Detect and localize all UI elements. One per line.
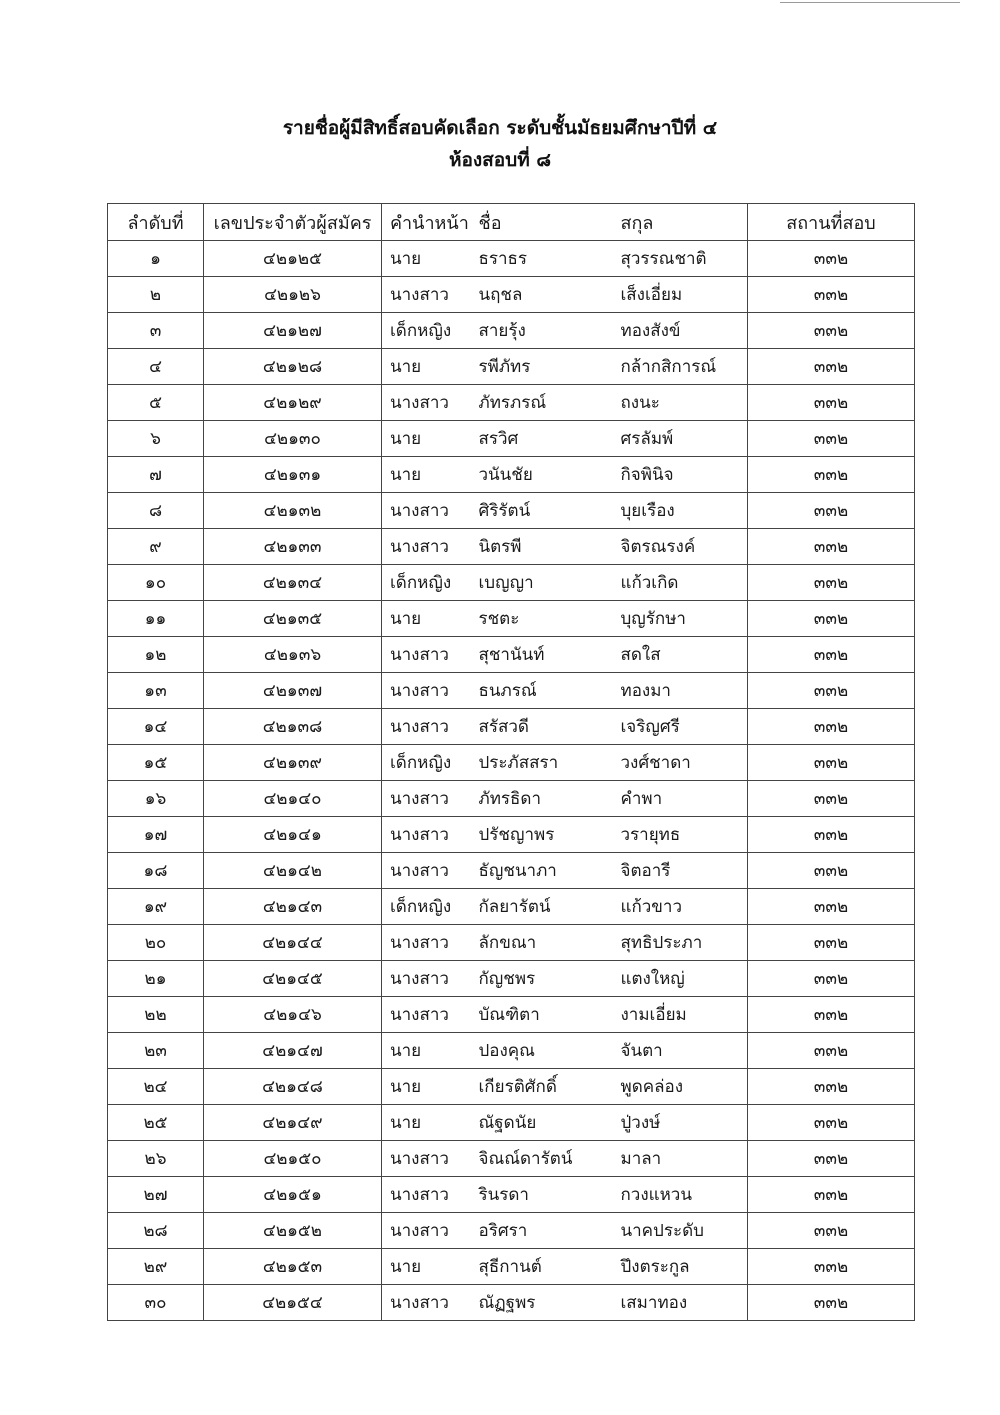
cell-applicant-id: ๔๒๑๓๕ xyxy=(204,601,382,637)
cell-no: ๑๗ xyxy=(108,817,204,853)
title-line-1: รายชื่อผู้มีสิทธิ์สอบคัดเลือก ระดับชั้นมัธยมศึกษาปีที่ ๔ xyxy=(282,117,718,139)
cell-last-name: แก้วขาว xyxy=(611,889,748,925)
table-row xyxy=(108,997,915,1033)
table-row xyxy=(108,781,915,817)
cell-exam-site: ๓๓๒ xyxy=(748,1033,915,1069)
cell-no: ๕ xyxy=(108,385,204,421)
cell-last-name: ถงนะ xyxy=(611,385,748,421)
table-row xyxy=(108,853,915,889)
table-row xyxy=(108,277,915,313)
cell-last-name: วรายุทธ xyxy=(611,817,748,853)
table-row xyxy=(108,637,915,673)
cell-no: ๒๔ xyxy=(108,1069,204,1105)
header-exam-site: สถานที่สอบ xyxy=(748,204,915,241)
cell-first-name: บัณฑิตา xyxy=(475,997,611,1033)
table-row xyxy=(108,1177,915,1213)
cell-prefix: เด็กหญิง xyxy=(382,565,475,601)
cell-prefix: นาย xyxy=(382,1105,475,1141)
cell-first-name: ปองคุณ xyxy=(475,1033,611,1069)
cell-first-name: สายรุ้ง xyxy=(475,313,611,349)
cell-exam-site: ๓๓๒ xyxy=(748,1177,915,1213)
cell-no: ๒๙ xyxy=(108,1249,204,1285)
cell-last-name: เจริญศรี xyxy=(611,709,748,745)
cell-first-name: จิณณ์ดารัตน์ xyxy=(475,1141,611,1177)
cell-applicant-id: ๔๒๑๓๔ xyxy=(204,565,382,601)
cell-no: ๒๗ xyxy=(108,1177,204,1213)
cell-exam-site: ๓๓๒ xyxy=(748,781,915,817)
cell-last-name: เส็งเอี่ยม xyxy=(611,277,748,313)
cell-applicant-id: ๔๒๑๕๐ xyxy=(204,1141,382,1177)
table-row xyxy=(108,421,915,457)
table-row xyxy=(108,457,915,493)
cell-exam-site: ๓๓๒ xyxy=(748,493,915,529)
cell-applicant-id: ๔๒๑๓๗ xyxy=(204,673,382,709)
cell-first-name: ศิริรัตน์ xyxy=(475,493,611,529)
cell-prefix: นาย xyxy=(382,601,475,637)
cell-first-name: อริศรา xyxy=(475,1213,611,1249)
cell-first-name: ภัทรภรณ์ xyxy=(475,385,611,421)
cell-no: ๑๙ xyxy=(108,889,204,925)
cell-first-name: สุชานันท์ xyxy=(475,637,611,673)
cell-prefix: นางสาว xyxy=(382,493,475,529)
cell-last-name: กวงแหวน xyxy=(611,1177,748,1213)
table-row xyxy=(108,1213,915,1249)
cell-last-name: ทองมา xyxy=(611,673,748,709)
table-row xyxy=(108,889,915,925)
cell-applicant-id: ๔๒๑๔๐ xyxy=(204,781,382,817)
cell-no: ๑๔ xyxy=(108,709,204,745)
cell-last-name: กิจพินิจ xyxy=(611,457,748,493)
table-row xyxy=(108,565,915,601)
cell-exam-site: ๓๓๒ xyxy=(748,1141,915,1177)
cell-prefix: นางสาว xyxy=(382,1213,475,1249)
cell-exam-site: ๓๓๒ xyxy=(748,889,915,925)
cell-last-name: บุญรักษา xyxy=(611,601,748,637)
cell-exam-site: ๓๓๒ xyxy=(748,601,915,637)
cell-applicant-id: ๔๒๑๓๘ xyxy=(204,709,382,745)
cell-prefix: นางสาว xyxy=(382,925,475,961)
cell-last-name: สุวรรณชาติ xyxy=(611,241,748,277)
cell-no: ๙ xyxy=(108,529,204,565)
cell-first-name: เบญญา xyxy=(475,565,611,601)
cell-first-name: รพีภัทร xyxy=(475,349,611,385)
cell-prefix: นางสาว xyxy=(382,853,475,889)
cell-exam-site: ๓๓๒ xyxy=(748,385,915,421)
cell-last-name: จิตอารี xyxy=(611,853,748,889)
table-row xyxy=(108,709,915,745)
cell-no: ๒๖ xyxy=(108,1141,204,1177)
cell-applicant-id: ๔๒๑๓๑ xyxy=(204,457,382,493)
table-row xyxy=(108,313,915,349)
cell-first-name: กัญชพร xyxy=(475,961,611,997)
cell-first-name: ธราธร xyxy=(475,241,611,277)
cell-first-name: นิตรพี xyxy=(475,529,611,565)
cell-last-name: ปึงตระกูล xyxy=(611,1249,748,1285)
cell-last-name: สุทธิประภา xyxy=(611,925,748,961)
cell-last-name: ทองสังข์ xyxy=(611,313,748,349)
cell-applicant-id: ๔๒๑๕๓ xyxy=(204,1249,382,1285)
cell-exam-site: ๓๓๒ xyxy=(748,1249,915,1285)
table-header-row xyxy=(108,204,915,241)
cell-first-name: นฤชล xyxy=(475,277,611,313)
cell-exam-site: ๓๓๒ xyxy=(748,313,915,349)
cell-no: ๑๕ xyxy=(108,745,204,781)
cell-last-name: ศรลัมพ์ xyxy=(611,421,748,457)
cell-exam-site: ๓๓๒ xyxy=(748,529,915,565)
table-row xyxy=(108,1249,915,1285)
cell-applicant-id: ๔๒๑๔๘ xyxy=(204,1069,382,1105)
cell-applicant-id: ๔๒๑๕๒ xyxy=(204,1213,382,1249)
cell-prefix: นาย xyxy=(382,457,475,493)
cell-no: ๑ xyxy=(108,241,204,277)
cell-last-name: แตงใหญ่ xyxy=(611,961,748,997)
cell-no: ๑๒ xyxy=(108,637,204,673)
cell-prefix: นาย xyxy=(382,1069,475,1105)
cell-prefix: นางสาว xyxy=(382,673,475,709)
cell-first-name: ธนภรณ์ xyxy=(475,673,611,709)
cell-prefix: นาย xyxy=(382,1033,475,1069)
table-row xyxy=(108,1141,915,1177)
cell-no: ๒๒ xyxy=(108,997,204,1033)
cell-applicant-id: ๔๒๑๔๖ xyxy=(204,997,382,1033)
cell-exam-site: ๓๓๒ xyxy=(748,1213,915,1249)
cell-no: ๒๕ xyxy=(108,1105,204,1141)
cell-last-name: กล้ากสิการณ์ xyxy=(611,349,748,385)
cell-prefix: นางสาว xyxy=(382,961,475,997)
cell-no: ๑๖ xyxy=(108,781,204,817)
cell-no: ๒ xyxy=(108,277,204,313)
cell-prefix: นางสาว xyxy=(382,781,475,817)
top-rule-line xyxy=(780,2,960,3)
cell-prefix: นาย xyxy=(382,349,475,385)
cell-prefix: นางสาว xyxy=(382,277,475,313)
cell-no: ๓๐ xyxy=(108,1285,204,1321)
table-row xyxy=(108,1033,915,1069)
cell-first-name: รชตะ xyxy=(475,601,611,637)
cell-prefix: เด็กหญิง xyxy=(382,313,475,349)
cell-last-name: จิตรณรงค์ xyxy=(611,529,748,565)
cell-exam-site: ๓๓๒ xyxy=(748,349,915,385)
cell-prefix: นาย xyxy=(382,421,475,457)
cell-no: ๖ xyxy=(108,421,204,457)
cell-applicant-id: ๔๒๑๒๘ xyxy=(204,349,382,385)
cell-exam-site: ๓๓๒ xyxy=(748,961,915,997)
table-row xyxy=(108,961,915,997)
cell-exam-site: ๓๓๒ xyxy=(748,853,915,889)
cell-first-name: ประภัสสรา xyxy=(475,745,611,781)
cell-applicant-id: ๔๒๑๒๕ xyxy=(204,241,382,277)
cell-last-name: บุยเรือง xyxy=(611,493,748,529)
cell-applicant-id: ๔๒๑๔๕ xyxy=(204,961,382,997)
cell-exam-site: ๓๓๒ xyxy=(748,637,915,673)
cell-no: ๑๓ xyxy=(108,673,204,709)
cell-no: ๗ xyxy=(108,457,204,493)
cell-prefix: นางสาว xyxy=(382,637,475,673)
cell-no: ๒๓ xyxy=(108,1033,204,1069)
cell-no: ๒๘ xyxy=(108,1213,204,1249)
cell-applicant-id: ๔๒๑๒๙ xyxy=(204,385,382,421)
cell-exam-site: ๓๓๒ xyxy=(748,421,915,457)
cell-no: ๔ xyxy=(108,349,204,385)
cell-exam-site: ๓๓๒ xyxy=(748,277,915,313)
cell-last-name: ปู่วงษ์ xyxy=(611,1105,748,1141)
cell-applicant-id: ๔๒๑๔๒ xyxy=(204,853,382,889)
cell-applicant-id: ๔๒๑๓๙ xyxy=(204,745,382,781)
cell-last-name: แก้วเกิด xyxy=(611,565,748,601)
table-row xyxy=(108,529,915,565)
title-line-2: ห้องสอบที่ ๘ xyxy=(448,149,552,171)
header-no: ลำดับที่ xyxy=(108,204,204,241)
cell-no: ๑๑ xyxy=(108,601,204,637)
cell-first-name: สุธีกานต์ xyxy=(475,1249,611,1285)
cell-last-name: คำพา xyxy=(611,781,748,817)
cell-applicant-id: ๔๒๑๒๖ xyxy=(204,277,382,313)
cell-exam-site: ๓๓๒ xyxy=(748,709,915,745)
table-row xyxy=(108,349,915,385)
cell-exam-site: ๓๓๒ xyxy=(748,1105,915,1141)
cell-first-name: ธัญชนาภา xyxy=(475,853,611,889)
table-row xyxy=(108,1069,915,1105)
cell-no: ๑๘ xyxy=(108,853,204,889)
cell-applicant-id: ๔๒๑๓๖ xyxy=(204,637,382,673)
cell-prefix: นางสาว xyxy=(382,1285,475,1321)
table-row xyxy=(108,817,915,853)
cell-applicant-id: ๔๒๑๓๒ xyxy=(204,493,382,529)
table-row xyxy=(108,493,915,529)
cell-no: ๒๐ xyxy=(108,925,204,961)
cell-prefix: นางสาว xyxy=(382,997,475,1033)
cell-first-name: วนันชัย xyxy=(475,457,611,493)
cell-no: ๒๑ xyxy=(108,961,204,997)
table-row xyxy=(108,241,915,277)
cell-first-name: ลักขณา xyxy=(475,925,611,961)
cell-prefix: นาย xyxy=(382,241,475,277)
cell-first-name: เกียรติศักดิ์ xyxy=(475,1069,611,1105)
cell-exam-site: ๓๓๒ xyxy=(748,1285,915,1321)
header-first-name: ชื่อ xyxy=(475,204,611,241)
cell-prefix: นางสาว xyxy=(382,817,475,853)
table-row xyxy=(108,673,915,709)
cell-first-name: รินรดา xyxy=(475,1177,611,1213)
cell-prefix: นางสาว xyxy=(382,529,475,565)
table-row xyxy=(108,925,915,961)
header-last-name: สกุล xyxy=(611,204,748,241)
cell-exam-site: ๓๓๒ xyxy=(748,997,915,1033)
cell-applicant-id: ๔๒๑๓๓ xyxy=(204,529,382,565)
cell-applicant-id: ๔๒๑๒๗ xyxy=(204,313,382,349)
cell-applicant-id: ๔๒๑๔๙ xyxy=(204,1105,382,1141)
cell-no: ๓ xyxy=(108,313,204,349)
cell-last-name: งามเอี่ยม xyxy=(611,997,748,1033)
cell-last-name: จันตา xyxy=(611,1033,748,1069)
table-row xyxy=(108,745,915,781)
cell-prefix: นางสาว xyxy=(382,385,475,421)
cell-applicant-id: ๔๒๑๔๓ xyxy=(204,889,382,925)
cell-last-name: สดใส xyxy=(611,637,748,673)
cell-applicant-id: ๔๒๑๕๔ xyxy=(204,1285,382,1321)
cell-prefix: นางสาว xyxy=(382,1177,475,1213)
cell-exam-site: ๓๓๒ xyxy=(748,673,915,709)
cell-exam-site: ๓๓๒ xyxy=(748,817,915,853)
header-prefix: คำนำหน้า xyxy=(382,204,475,241)
table-body xyxy=(108,241,915,1321)
cell-exam-site: ๓๓๒ xyxy=(748,1069,915,1105)
table-row xyxy=(108,1285,915,1321)
cell-exam-site: ๓๓๒ xyxy=(748,745,915,781)
cell-last-name: มาลา xyxy=(611,1141,748,1177)
cell-first-name: ณัฏฐพร xyxy=(475,1285,611,1321)
document-title xyxy=(0,112,1000,176)
table-row xyxy=(108,1105,915,1141)
cell-prefix: นางสาว xyxy=(382,709,475,745)
cell-exam-site: ๓๓๒ xyxy=(748,565,915,601)
cell-prefix: เด็กหญิง xyxy=(382,889,475,925)
cell-prefix: นาย xyxy=(382,1249,475,1285)
cell-last-name: เสมาทอง xyxy=(611,1285,748,1321)
cell-no: ๑๐ xyxy=(108,565,204,601)
cell-prefix: นางสาว xyxy=(382,1141,475,1177)
cell-exam-site: ๓๓๒ xyxy=(748,241,915,277)
cell-first-name: ณัฐดนัย xyxy=(475,1105,611,1141)
header-applicant-id: เลขประจำตัวผู้สมัคร xyxy=(204,204,382,241)
cell-last-name: พูดคล่อง xyxy=(611,1069,748,1105)
cell-applicant-id: ๔๒๑๔๑ xyxy=(204,817,382,853)
cell-last-name: นาคประดับ xyxy=(611,1213,748,1249)
cell-exam-site: ๓๓๒ xyxy=(748,457,915,493)
candidate-table xyxy=(107,203,915,1321)
cell-exam-site: ๓๓๒ xyxy=(748,925,915,961)
cell-first-name: สรวิศ xyxy=(475,421,611,457)
cell-applicant-id: ๔๒๑๓๐ xyxy=(204,421,382,457)
cell-first-name: สรัสวดี xyxy=(475,709,611,745)
cell-first-name: ปรัชญาพร xyxy=(475,817,611,853)
cell-prefix: เด็กหญิง xyxy=(382,745,475,781)
cell-applicant-id: ๔๒๑๔๔ xyxy=(204,925,382,961)
cell-applicant-id: ๔๒๑๕๑ xyxy=(204,1177,382,1213)
cell-first-name: กัลยารัตน์ xyxy=(475,889,611,925)
cell-first-name: ภัทรธิดา xyxy=(475,781,611,817)
cell-last-name: วงศ์ชาดา xyxy=(611,745,748,781)
table-row xyxy=(108,601,915,637)
cell-applicant-id: ๔๒๑๔๗ xyxy=(204,1033,382,1069)
cell-no: ๘ xyxy=(108,493,204,529)
table-row xyxy=(108,385,915,421)
